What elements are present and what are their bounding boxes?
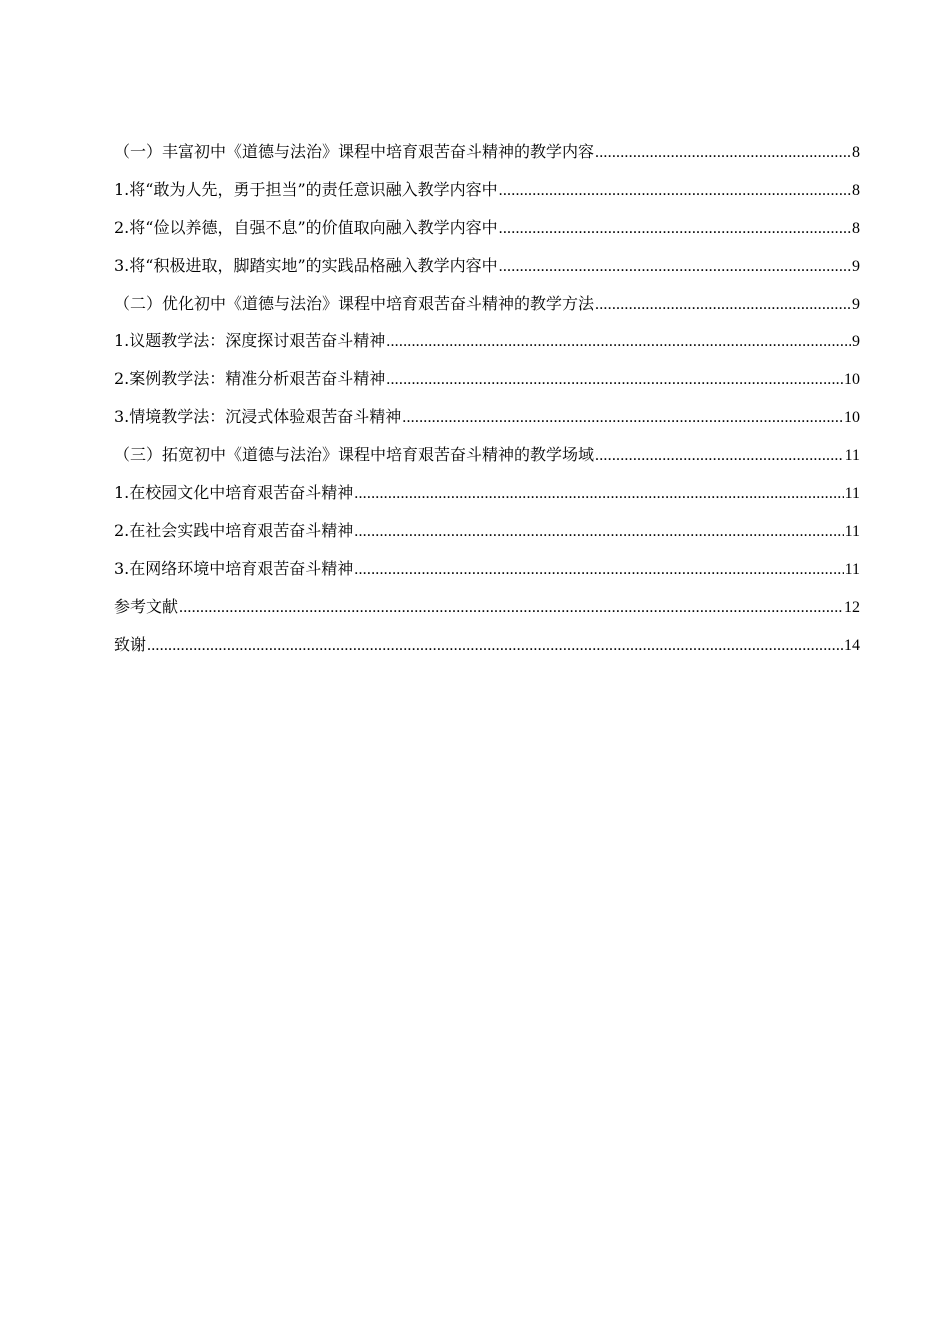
toc-entry-page: 14 [844,636,860,654]
toc-entry-page: 11 [844,447,860,465]
toc-entry-title: 参考文献 [114,596,179,616]
toc-entry-title: 3.情境教学法：沉浸式体验艰苦奋斗精神 [114,407,402,427]
toc-entry[interactable] [114,588,860,626]
toc-dot-leader [179,589,843,627]
toc-entry[interactable] [114,512,860,550]
toc-entry-title: 1.将“敢为人先，勇于担当”的责任意识融入教学内容中 [114,179,498,199]
toc-dot-leader [499,172,851,210]
table-of-contents [114,133,860,663]
toc-dot-leader [499,248,851,286]
toc-entry[interactable] [114,474,860,512]
toc-entry[interactable] [114,626,860,664]
toc-entry[interactable] [114,550,860,588]
toc-entry-title: 1.议题教学法：深度探讨艰苦奋斗精神 [114,331,386,351]
toc-entry[interactable] [114,398,860,436]
toc-entry-title: 2.在社会实践中培育艰苦奋斗精神 [114,520,354,540]
toc-dot-leader [354,513,843,551]
toc-dot-leader [595,437,844,475]
toc-dot-leader [386,323,851,361]
toc-dot-leader [147,627,843,665]
toc-entry[interactable] [114,171,860,209]
toc-entry-page: 11 [844,522,860,540]
toc-entry-page: 11 [844,485,860,503]
toc-entry-page: 10 [844,371,860,389]
toc-entry[interactable] [114,209,860,247]
toc-entry-page: 8 [852,181,860,199]
toc-entry[interactable] [114,322,860,360]
toc-entry-title: 1.在校园文化中培育艰苦奋斗精神 [114,483,354,503]
toc-entry-title: 2.案例教学法：精准分析艰苦奋斗精神 [114,369,386,389]
toc-entry[interactable] [114,133,860,171]
toc-entry-title: （三）拓宽初中《道德与法治》课程中培育艰苦奋斗精神的教学场域 [114,445,595,465]
toc-dot-leader [402,399,843,437]
toc-dot-leader [499,210,851,248]
toc-entry[interactable] [114,360,860,398]
toc-entry-page: 9 [852,333,860,351]
toc-entry-page: 9 [852,295,860,313]
toc-entry-title: 3.将“积极进取，脚踏实地”的实践品格融入教学内容中 [114,255,498,275]
toc-entry-title: （一）丰富初中《道德与法治》课程中培育艰苦奋斗精神的教学内容 [114,142,595,161]
toc-dot-leader [595,286,851,324]
toc-dot-leader [595,134,851,172]
toc-entry[interactable] [114,247,860,285]
toc-entry-title: 2.将“俭以养德，自强不息”的价值取向融入教学内容中 [114,217,498,237]
toc-entry-page: 10 [844,409,860,427]
toc-entry-title: 致谢 [114,634,147,654]
toc-entry-page: 9 [852,257,860,275]
toc-entry-page: 8 [852,219,860,237]
toc-entry-page: 11 [844,560,860,578]
toc-entry-page: 12 [844,598,860,616]
toc-entry-title: 3.在网络环境中培育艰苦奋斗精神 [114,558,354,578]
toc-entry[interactable] [114,436,860,474]
toc-dot-leader [386,361,843,399]
toc-dot-leader [354,551,843,589]
toc-entry-title: （二）优化初中《道德与法治》课程中培育艰苦奋斗精神的教学方法 [114,293,595,313]
toc-entry[interactable] [114,285,860,323]
toc-entry-page: 8 [852,144,860,161]
toc-dot-leader [354,475,843,513]
